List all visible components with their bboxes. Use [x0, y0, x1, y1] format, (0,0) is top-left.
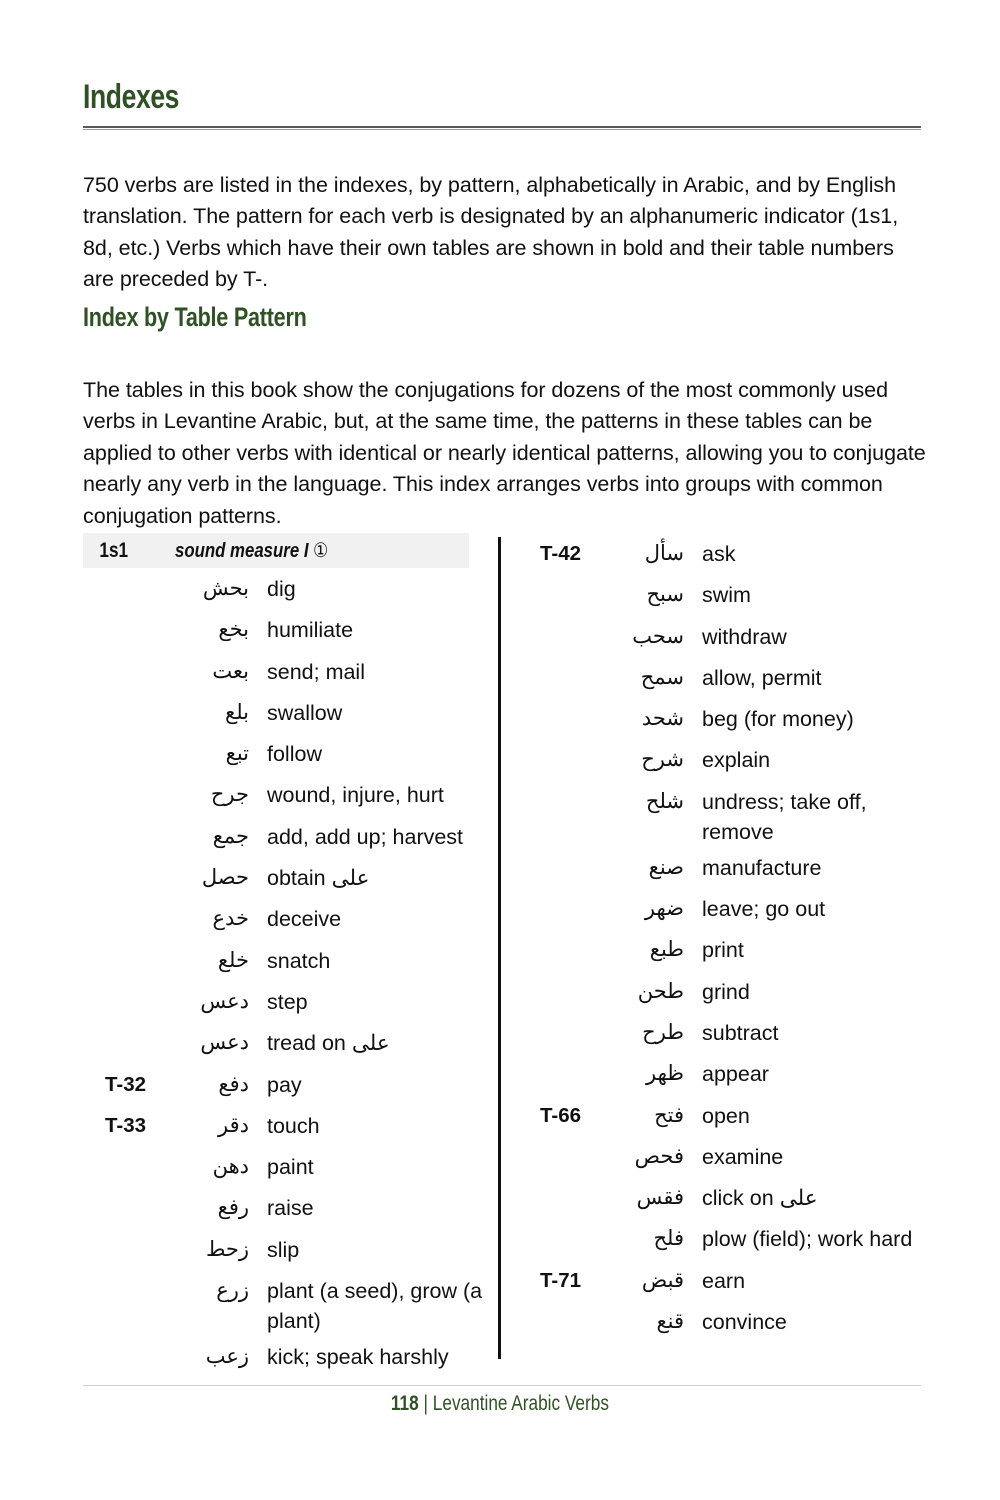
index-entry: [83, 816, 483, 857]
entry-english-gloss: [692, 977, 918, 1007]
entry-arabic-verb: خدع: [212, 907, 249, 931]
entry-arabic-verb: دهن: [212, 1155, 249, 1179]
entry-english-text: earn: [702, 1268, 746, 1293]
index-entry: [83, 692, 483, 733]
entry-english-gloss: [257, 1193, 483, 1223]
index-column-left: [83, 533, 483, 1377]
footer-inner: [391, 1392, 609, 1416]
entry-arabic-preposition: على: [351, 1031, 390, 1056]
index-entry: [518, 1136, 918, 1177]
pattern-code: 1s1: [99, 538, 129, 562]
entry-english-gloss: [257, 1235, 483, 1265]
entry-english-text: manufacture: [702, 855, 822, 880]
entry-arabic-verb: دفع: [218, 1072, 249, 1096]
pattern-label-text: sound measure I: [175, 540, 309, 562]
entry-arabic-verb: دعس: [200, 989, 249, 1013]
page-footer: [0, 1392, 1000, 1416]
index-entry: [83, 1270, 483, 1336]
entry-english-text: send; mail: [267, 659, 365, 684]
entry-english-text: plant (a seed), grow (a plant): [267, 1279, 483, 1334]
entry-english-gloss: [257, 1111, 483, 1141]
entry-table-number: T-66: [540, 1103, 582, 1127]
footer-divider-rule: [83, 1385, 921, 1386]
entry-english-gloss: [257, 946, 483, 976]
entry-english-text: ask: [702, 542, 736, 566]
index-entry: [518, 1177, 918, 1218]
intro-paragraph: [83, 170, 928, 296]
entry-arabic-verb: فحص: [634, 1144, 684, 1168]
entry-arabic-verb: دعس: [200, 1031, 249, 1055]
entry-english-text: step: [267, 989, 308, 1014]
page-title: Indexes: [83, 78, 180, 116]
index-entry: [518, 698, 918, 739]
entry-arabic-verb: رفع: [217, 1196, 249, 1220]
entry-arabic-verb: فقس: [636, 1186, 684, 1210]
index-entry: [518, 971, 918, 1012]
entry-english-text: open: [702, 1103, 750, 1128]
index-entry: [518, 847, 918, 888]
entry-table-number: T-33: [105, 1113, 147, 1137]
entry-english-gloss: [692, 622, 918, 652]
entry-table-number: T-32: [105, 1072, 147, 1096]
entry-arabic-verb: قنع: [656, 1310, 684, 1334]
entry-english-gloss: [257, 1070, 483, 1100]
entry-table-number: T-71: [540, 1268, 582, 1292]
index-entry: [83, 733, 483, 774]
entry-english-gloss: [692, 539, 918, 569]
entry-arabic-verb: فتح: [654, 1103, 684, 1127]
entry-arabic-verb: طحن: [637, 979, 684, 1003]
entry-english-gloss: [257, 904, 483, 934]
entry-arabic-verb: سأل: [644, 542, 684, 565]
index-entry: [518, 929, 918, 970]
section-paragraph: [83, 375, 928, 533]
entry-arabic-verb: بعت: [212, 659, 249, 683]
section-heading: Index by Table Pattern: [83, 302, 307, 332]
entry-english-gloss: [692, 1142, 918, 1172]
index-entry: [518, 888, 918, 929]
entry-english-gloss: [692, 663, 918, 693]
entry-english-text: undress; take off, remove: [702, 789, 867, 844]
entry-english-gloss: [692, 1266, 918, 1296]
index-entry: [518, 1012, 918, 1053]
entry-english-gloss: [692, 787, 918, 847]
entry-arabic-verb: فلح: [653, 1227, 684, 1251]
entry-english-text: leave; go out: [702, 897, 826, 922]
index-entry: [518, 533, 918, 574]
index-entry: [518, 574, 918, 615]
entry-arabic-verb: شرح: [641, 748, 684, 772]
intro-paragraph-text: 750 verbs are listed in the indexes, by pattern, alphabetically in Arabic, and by English translation. The pattern for each verb is designated by an alphanumeric indicator (1s1, 8d, etc.) Verbs which have their own tables are shown in bold and their table numbers are preceded by T-.: [83, 172, 899, 291]
entry-english-text: follow: [267, 742, 322, 767]
entry-english-gloss: [692, 935, 918, 965]
index-entry: [518, 1260, 918, 1301]
entry-english-gloss: [257, 1152, 483, 1182]
section-paragraph-text: The tables in this book show the conjugations for dozens of the most commonly used verbs in Levantine Arabic, but, at the same time, the patterns in these tables can be applied to other verbs with identical or nearly identical patterns, allowing you to conjugate nearly any verb in the language. This index arranges verbs into groups with common conjugation patterns.: [83, 377, 926, 528]
index-entry: [83, 1146, 483, 1187]
entry-english-gloss: [257, 1028, 483, 1058]
entry-english-text: allow, permit: [702, 665, 822, 690]
index-entry: [518, 1301, 918, 1342]
entry-english-text: withdraw: [702, 624, 787, 649]
index-entry: [83, 774, 483, 815]
entry-english-gloss: [692, 745, 918, 775]
footer-page-number: 118: [390, 1392, 419, 1415]
index-entry: [518, 781, 918, 847]
index-entry: [518, 616, 918, 657]
entry-english-gloss: [257, 739, 483, 769]
entry-english-text: deceive: [267, 907, 342, 932]
entry-english-text: slip: [267, 1237, 300, 1262]
index-entry: [83, 1105, 483, 1146]
index-entry: [83, 1187, 483, 1228]
entry-arabic-verb: جمع: [212, 824, 249, 848]
entry-arabic-verb: زرع: [216, 1279, 249, 1303]
index-entry: [518, 1053, 918, 1094]
footer-book-title: Levantine Arabic Verbs: [432, 1392, 609, 1415]
entry-table-number: T-42: [540, 542, 582, 565]
entry-english-text: dig: [267, 577, 296, 601]
entry-english-gloss: [692, 1101, 918, 1131]
index-entry: [83, 898, 483, 939]
entry-english-text: print: [702, 938, 744, 963]
entry-english-text: swallow: [267, 700, 343, 725]
index-column-right: [518, 533, 918, 1342]
entry-english-text: subtract: [702, 1020, 779, 1045]
entry-english-gloss: [257, 863, 483, 893]
entry-arabic-verb: شحد: [641, 707, 684, 731]
entry-english-text: pay: [267, 1072, 302, 1097]
entry-english-text: paint: [267, 1155, 314, 1180]
column-divider: [498, 537, 501, 1359]
entry-arabic-verb: بحش: [202, 577, 249, 600]
index-table: [83, 533, 928, 1370]
index-entry: [83, 857, 483, 898]
index-entry-list-left: [83, 568, 483, 1377]
index-entry: [83, 940, 483, 981]
pattern-label: [175, 538, 328, 563]
entry-english-gloss: [692, 1183, 918, 1213]
entry-arabic-verb: صنع: [648, 855, 684, 879]
entry-arabic-verb: تبع: [225, 742, 249, 766]
entry-english-text: beg (for money): [702, 707, 854, 732]
entry-arabic-verb: دقر: [218, 1113, 249, 1137]
pattern-group-header: [83, 533, 469, 568]
index-entry: [518, 1218, 918, 1259]
footer-separator: |: [423, 1392, 429, 1415]
entry-english-text: tread on: [267, 1031, 346, 1056]
entry-english-gloss: [257, 822, 483, 852]
entry-english-text: snatch: [267, 948, 331, 973]
entry-arabic-verb: ظهر: [646, 1062, 684, 1086]
index-entry: [83, 1229, 483, 1270]
entry-english-text: add, add up; harvest: [267, 824, 464, 849]
entry-arabic-verb: جرح: [210, 783, 249, 807]
index-entry: [518, 739, 918, 780]
entry-arabic-verb: بخع: [218, 618, 249, 642]
entry-arabic-verb: حصل: [201, 866, 249, 890]
entry-english-gloss: [257, 780, 483, 810]
entry-english-gloss: [257, 698, 483, 728]
entry-english-gloss: [692, 1307, 918, 1337]
entry-arabic-verb: قبض: [641, 1268, 684, 1292]
entry-english-gloss: [692, 1224, 918, 1254]
entry-english-gloss: [692, 894, 918, 924]
entry-english-gloss: [257, 1342, 483, 1372]
entry-english-text: explain: [702, 748, 771, 773]
entry-english-text: appear: [702, 1062, 769, 1087]
index-entry-list-right: [518, 533, 918, 1342]
entry-arabic-verb: طرح: [642, 1020, 684, 1044]
index-entry: [83, 1022, 483, 1063]
entry-arabic-verb: زعب: [205, 1345, 249, 1369]
entry-arabic-verb: سبح: [646, 583, 684, 607]
title-divider-rule: [83, 126, 921, 130]
entry-arabic-preposition: على: [331, 866, 370, 891]
circled-one-icon: ①: [313, 540, 329, 562]
entry-english-gloss: [257, 574, 483, 604]
entry-english-text: grind: [702, 979, 750, 1004]
entry-english-text: touch: [267, 1113, 320, 1138]
index-entry: [83, 609, 483, 650]
index-entry: [83, 981, 483, 1022]
entry-english-gloss: [692, 580, 918, 610]
entry-english-gloss: [692, 853, 918, 883]
index-entry: [83, 1064, 483, 1105]
entry-english-gloss: [692, 704, 918, 734]
entry-english-text: humiliate: [267, 618, 354, 643]
entry-english-text: plow (field); work hard: [702, 1227, 913, 1252]
index-entry: [83, 568, 483, 609]
entry-english-text: click on: [702, 1186, 774, 1211]
entry-english-gloss: [257, 1276, 483, 1336]
entry-arabic-verb: خلع: [217, 948, 249, 972]
index-entry: [518, 657, 918, 698]
entry-english-gloss: [257, 615, 483, 645]
entry-english-gloss: [692, 1018, 918, 1048]
entry-english-gloss: [257, 987, 483, 1017]
entry-arabic-verb: زحط: [205, 1237, 249, 1261]
entry-english-text: kick; speak harshly: [267, 1345, 449, 1370]
index-entry: [83, 651, 483, 692]
entry-arabic-verb: سمح: [640, 665, 684, 689]
entry-english-gloss: [692, 1059, 918, 1089]
entry-arabic-preposition: على: [779, 1186, 818, 1211]
entry-arabic-verb: بلع: [225, 700, 249, 724]
entry-arabic-verb: ضهر: [644, 897, 684, 921]
entry-english-text: convince: [702, 1310, 787, 1335]
entry-english-text: obtain: [267, 866, 326, 891]
index-entry: [83, 1336, 483, 1377]
entry-english-text: raise: [267, 1196, 314, 1221]
entry-arabic-verb: طبع: [649, 938, 684, 962]
entry-english-text: examine: [702, 1144, 784, 1169]
index-entry: [518, 1095, 918, 1136]
entry-arabic-verb: شلح: [645, 789, 684, 813]
entry-english-text: swim: [702, 583, 751, 608]
entry-english-gloss: [257, 657, 483, 687]
entry-arabic-verb: سحب: [632, 624, 684, 648]
entry-english-text: wound, injure, hurt: [267, 783, 444, 808]
